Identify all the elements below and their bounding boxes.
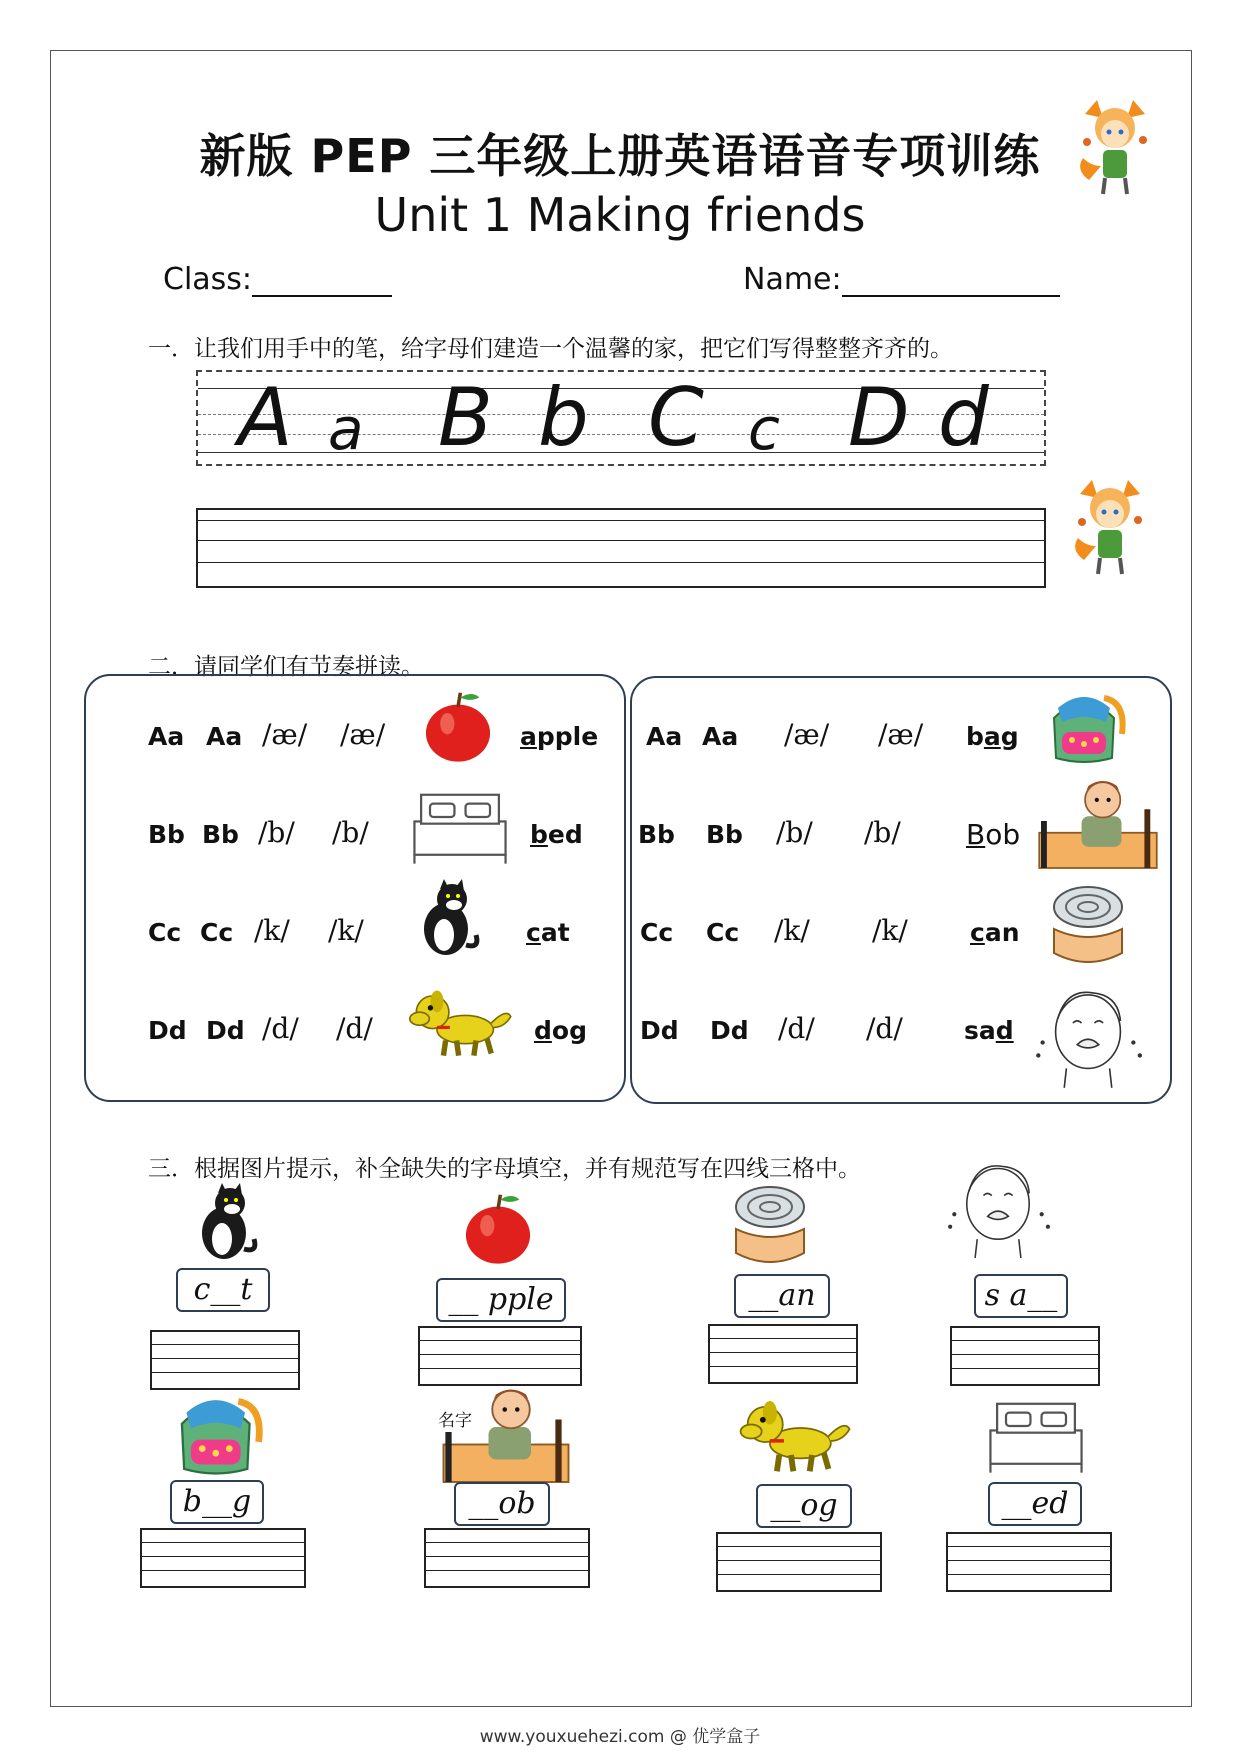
bag-icon [170,1390,266,1478]
fill-blank-can[interactable]: __an [734,1274,830,1318]
four-line-1 [198,388,1044,389]
crying-girl-icon [1034,984,1142,1088]
letter-cell: Cc [148,918,182,947]
can-icon [1048,882,1128,968]
dog-icon [408,984,518,1060]
writing-grid[interactable] [140,1528,306,1588]
writing-grid[interactable] [150,1330,300,1390]
example-word: bag [966,722,1019,751]
phoneme-cell: /d/ [866,1012,903,1045]
bag-icon [1044,688,1128,766]
name-field[interactable] [743,262,1060,297]
example-word: apple [520,722,599,751]
apple-icon [462,1190,534,1266]
letter-cell: Aa [148,722,185,751]
bob-icon [436,1382,576,1482]
demo-letter-b: b [538,371,589,464]
footer-watermark: www.youxuehezi.com @ 优学盒子 [479,1727,761,1747]
letter-cell: Aa [646,722,683,751]
example-word: can [970,918,1020,947]
demo-letter-A: A [238,371,293,464]
fox-mascot-icon [1075,100,1155,200]
phoneme-cell: /k/ [872,914,908,947]
four-line-2 [198,414,1044,415]
phoneme-cell: /æ/ [878,718,924,751]
cat-icon [414,876,484,962]
phoneme-cell: /æ/ [262,718,308,751]
demo-letter-d: d [938,371,989,464]
writing-grid[interactable] [708,1324,858,1384]
letter-cell: Bb [202,820,239,849]
writing-grid[interactable] [424,1528,590,1588]
name-label: Name: [743,262,842,297]
letter-cell: Dd [148,1016,187,1045]
fill-blank-bob[interactable]: __ob [454,1482,550,1526]
phoneme-cell: /b/ [332,816,369,849]
section1-instruction: 一．让我们用手中的笔，给字母们建造一个温馨的家，把它们写得整整齐齐的。 [148,336,953,362]
phoneme-cell: /k/ [774,914,810,947]
fill-blank-bag[interactable]: b__g [170,1480,264,1524]
demo-letter-a: a [328,395,364,463]
example-word: sad [964,1016,1014,1045]
phoneme-cell: /b/ [258,816,295,849]
four-line-4 [198,452,1044,453]
section2-instruction: 二．请同学们有节奏拼读。 [148,654,424,680]
letter-cell: Dd [710,1016,749,1045]
letter-cell: Dd [206,1016,245,1045]
class-blank[interactable] [252,265,392,297]
bed-icon [410,790,510,864]
demo-letter-c: c [748,395,780,463]
phoneme-cell: /b/ [864,816,901,849]
phoneme-cell: /d/ [336,1012,373,1045]
letter-demo-box [196,370,1046,466]
letter-cell: Aa [702,722,739,751]
unit-subtitle: Unit 1 Making friends [374,188,866,242]
demo-letter-C: C [648,371,704,464]
apple-icon [422,688,494,764]
crying-girl-icon [946,1158,1050,1258]
demo-letter-D: D [848,371,910,464]
writing-practice-lines[interactable] [196,508,1046,588]
letter-cell: Cc [706,918,740,947]
letter-cell: Bb [638,820,675,849]
fill-blank-apple[interactable]: __ pple [436,1278,566,1322]
letter-cell: Aa [206,722,243,751]
can-icon [730,1182,810,1268]
bed-icon [986,1398,1086,1474]
writing-grid[interactable] [950,1326,1100,1386]
four-line-3 [198,434,1044,435]
example-word: Bob [966,818,1021,851]
phoneme-cell: /d/ [778,1012,815,1045]
phoneme-cell: /æ/ [340,718,386,751]
bob-icon [1036,774,1160,868]
class-label: Class: [163,262,253,297]
phoneme-cell: /b/ [776,816,813,849]
fill-blank-dog[interactable]: __og [756,1484,852,1528]
writing-grid[interactable] [946,1532,1112,1592]
letter-cell: Cc [200,918,234,947]
writing-grid[interactable] [716,1532,882,1592]
name-blank[interactable] [842,265,1060,297]
section3-instruction: 三．根据图片提示，补全缺失的字母填空，并有规范写在四线三格中。 [148,1156,861,1182]
dog-icon [738,1394,858,1476]
letter-cell: Cc [640,918,674,947]
phoneme-cell: /æ/ [784,718,830,751]
example-word: bed [530,820,583,849]
example-word: cat [526,918,570,947]
phoneme-cell: /d/ [262,1012,299,1045]
fill-blank-sad[interactable]: s a__ [974,1274,1068,1318]
writing-grid[interactable] [418,1326,582,1386]
example-word: dog [534,1016,587,1045]
fill-blank-cat[interactable]: c__t [176,1268,270,1312]
fox-mascot-icon [1070,480,1150,580]
page-title: 新版 PEP 三年级上册英语语音专项训练 [199,129,1041,183]
phoneme-cell: /k/ [328,914,364,947]
demo-letter-B: B [438,371,493,464]
letter-cell: Bb [148,820,185,849]
class-field[interactable] [163,262,392,297]
letter-cell: Bb [706,820,743,849]
letter-cell: Dd [640,1016,679,1045]
name-tag-label: 名字 [438,1411,472,1431]
fill-blank-bed[interactable]: __ed [988,1482,1082,1526]
cat-icon [192,1180,262,1266]
phoneme-cell: /k/ [254,914,290,947]
